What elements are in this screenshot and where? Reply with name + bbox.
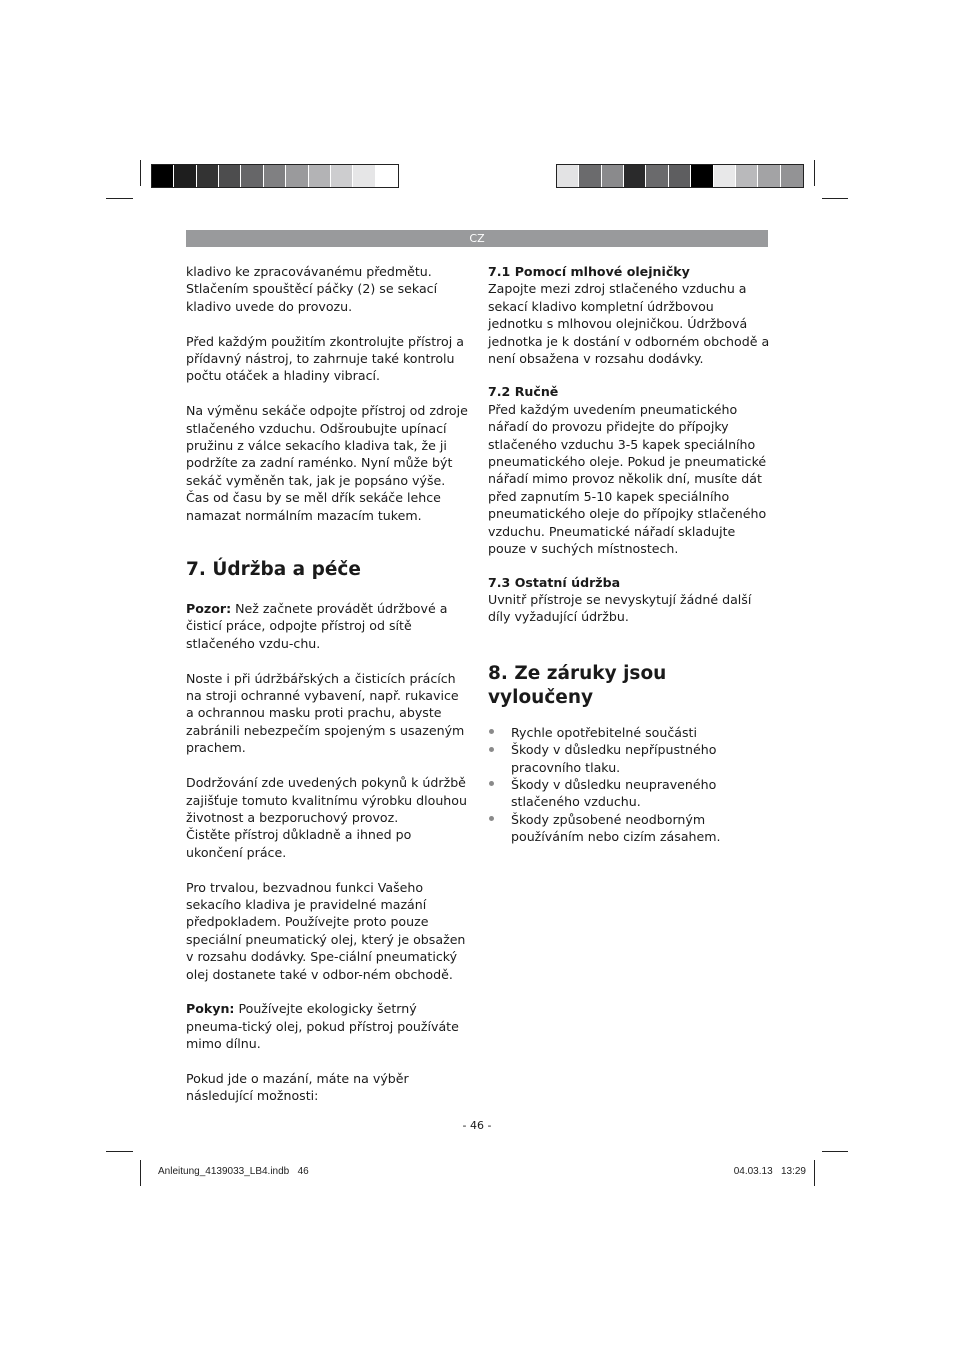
color-swatch <box>353 165 375 187</box>
crop-mark <box>822 198 848 199</box>
color-swatch <box>646 165 668 187</box>
paragraph: Noste i při údržbářských a čisticích prácích na stroji ochranné vybavení, např. rukavice a ochrannou masku proti prachu, abyste zabránili nebezpečím spojeným s usazeným prachem. <box>186 670 465 756</box>
list-item: Škody v důsledku neupraveného stlačeného vzduchu. <box>488 776 770 811</box>
paragraph-warning <box>186 600 468 652</box>
page-number: - 46 - <box>462 1119 492 1132</box>
paragraph: Uvnitř přístroje se nevyskytují žádné další díly vyžadující údržbu. <box>488 591 752 625</box>
color-swatch <box>736 165 758 187</box>
subsection-title-7-3: 7.3 Ostatní údržba <box>488 574 621 590</box>
color-swatch <box>174 165 196 187</box>
color-bar-right <box>556 164 804 188</box>
bullet-icon <box>489 816 494 821</box>
slug-file-name: Anleitung_4139033_LB4.indb 46 <box>158 1166 309 1177</box>
color-swatch <box>197 165 219 187</box>
crop-mark <box>106 1151 133 1152</box>
color-swatch <box>331 165 353 187</box>
list-item: Škody způsobené neodborným používáním nebo cizím zásahem. <box>488 811 770 846</box>
paragraph: Čistěte přístroj důkladně a ihned po ukončení práce. <box>186 827 412 860</box>
right-column <box>488 263 770 846</box>
color-swatch <box>579 165 601 187</box>
color-swatch <box>376 165 398 187</box>
crop-mark <box>814 160 815 186</box>
paragraph: Na výměnu sekáče odpojte přístroj od zdroje stlačeného vzduchu. Odšroubujte upínací pružinu z válce sekacího kladiva tak, že ji podržíte za zadní raménko. Nyní může být sekáč vyměněn tak, jak je popsáno výše. <box>186 403 468 488</box>
color-swatch <box>669 165 691 187</box>
color-bar-left <box>151 164 399 188</box>
color-swatch <box>309 165 331 187</box>
color-swatch <box>557 165 579 187</box>
paragraph: Před každým uvedením pneumatického nářadí do provozu přidejte do přípojky stlačeného vzduchu 3-5 kapek speciálního pneumatického oleje. Pokud je pneumatické nářadí mimo provoz několik dní, musíte dát před zapnutím 5-10 kapek speciálního pneumatického oleje do přípojky stlačeného vzduchu. Pneumatické nářadí skladujte pouze v suchých místnostech. <box>488 401 767 557</box>
paragraph: Zapojte mezi zdroj stlačeného vzduchu a sekací kladivo kompletní údržbovou jednotku s mlhovou olejničkou. Údržbová jednotka je k dostání v odborném obchodě a není obsažena v rozsahu dodávky. <box>488 281 770 367</box>
note-text: Používejte ekologicky šetrný pneuma-tický olej, pokud přístroj používáte mimo dílnu. <box>186 1001 459 1052</box>
paragraph: Čas od času by se měl dřík sekáče lehce namazat normálním mazacím tukem. <box>186 490 441 523</box>
color-swatch <box>264 165 286 187</box>
language-label: CZ <box>469 232 485 245</box>
crop-mark <box>106 198 133 199</box>
language-band <box>186 230 768 247</box>
color-swatch <box>758 165 780 187</box>
exclusion-list <box>488 724 770 846</box>
paragraph: kladivo ke zpracovávanému předmětu. Stlačením spouštěcí páčky (2) se sekací kladivo uvede do provozu. <box>186 264 438 314</box>
color-swatch <box>714 165 736 187</box>
bullet-icon <box>489 747 494 752</box>
color-swatch <box>152 165 174 187</box>
list-item: Rychle opotřebitelné součásti <box>488 724 770 741</box>
paragraph: Dodržování zde uvedených pokynů k údržbě zajišťuje tomuto kvalitnímu výrobku dlouhou životnost a bezporuchový provoz. <box>186 775 467 825</box>
subsection-title-7-2: 7.2 Ručně <box>488 384 559 400</box>
bullet-icon <box>489 729 494 734</box>
color-swatch <box>241 165 263 187</box>
section-heading-7: 7. Údržba a péče <box>186 559 361 581</box>
color-swatch <box>691 165 713 187</box>
note-label: Pokyn: <box>186 1001 235 1017</box>
warning-text: Než začnete provádět údržbové a čisticí práce, odpojte přístroj od sítě stlačeného vzdu-chu. <box>186 601 448 651</box>
color-swatch <box>624 165 646 187</box>
color-swatch <box>219 165 241 187</box>
left-column <box>186 263 468 1105</box>
slug-date-time: 04.03.13 13:29 <box>733 1166 806 1177</box>
paragraph-note <box>186 1000 468 1052</box>
section-heading-8: 8. Ze záruky jsou vyloučeny <box>488 662 667 708</box>
crop-mark <box>814 1160 815 1186</box>
warning-label: Pozor: <box>186 601 232 617</box>
color-swatch <box>602 165 624 187</box>
paragraph: Před každým použitím zkontrolujte přístroj a přídavný nástroj, to zahrnuje také kontrolu počtu otáček a hladiny vibrací. <box>186 333 464 384</box>
subsection-title-7-1: 7.1 Pomocí mlhové olejničky <box>488 264 690 279</box>
crop-mark <box>822 1151 848 1152</box>
paragraph: Pro trvalou, bezvadnou funkci Vašeho sekacího kladiva je pravidelné mazání předpokladem. Používejte proto pouze speciální pneumatický olej, který je obsažen v rozsahu dodávky. Spe-ciální pneumatický olej dostanete také v odbor-ném obchodě. <box>186 879 466 982</box>
list-item: Škody v důsledku nepřípustného pracovního tlaku. <box>488 741 770 776</box>
color-swatch <box>286 165 308 187</box>
color-swatch <box>781 165 803 187</box>
crop-mark <box>140 1160 141 1186</box>
paragraph: Pokud jde o mazání, máte na výběr následující možnosti: <box>186 1070 409 1104</box>
crop-mark <box>140 160 141 186</box>
bullet-icon <box>489 781 494 786</box>
